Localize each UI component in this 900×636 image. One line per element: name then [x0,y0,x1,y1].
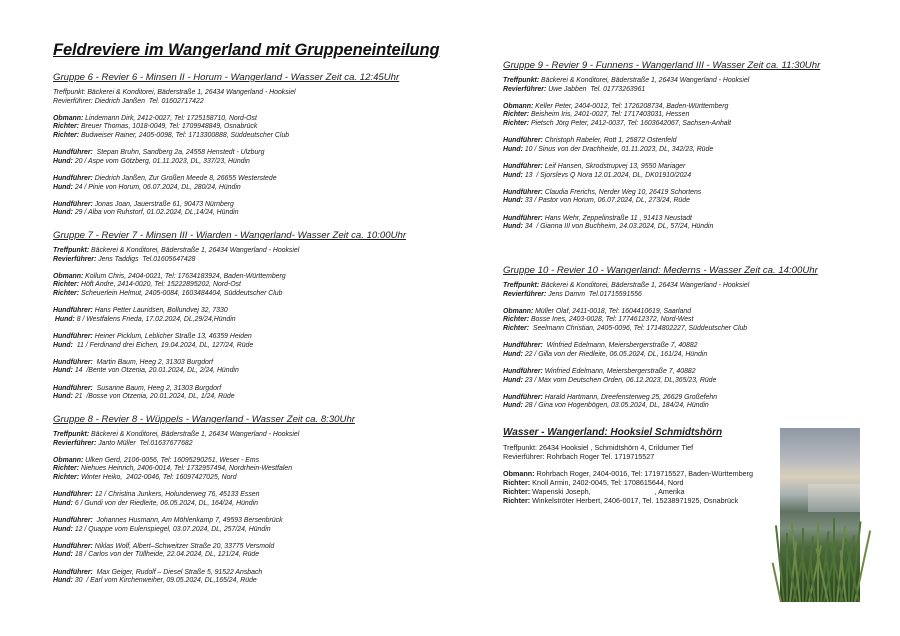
field-value: 28 / Gina von Hogenbögen, 03.05.2024, DL, 184/24, Hündin [522,402,709,410]
field-label: Hundführer: [53,568,93,576]
field-label: Hundführer: [53,332,93,340]
field-label: Hundführer: [53,307,93,315]
info-paragraph [53,89,473,106]
field-value: Lindemann Dirk, 2412-0027, Tel: 1725158710, Nord-Ost [83,114,257,122]
field-value: Bosse Ines, 2403-0028, Tel: 1774612372, Nord-West [529,316,694,324]
field-label: Hundführer: [53,200,93,208]
field-label: Hund: [53,183,73,191]
info-line [53,385,473,394]
field-value: 24 / Pinie von Horum, 06.07.2024, DL, 280/24, Hündin [72,183,241,191]
info-line [503,197,900,206]
field-value: Ulken Gerd, 2106-0056, Tel: 16095290251, Weser - Ems [83,456,260,464]
field-label: Richter: [503,496,531,506]
field-value: Susanne Baum, Heeg 2, 31303 Burgdorf [92,384,222,392]
field-value: Pietsch Jörg Peter, 2412-0037, Tel: 1603642067, Sachsen-Anhalt [529,119,732,127]
field-label: Richter: [53,281,80,289]
info-line [503,163,900,172]
field-value: Winfried Edelmann, Meiersbergerstraße 7, 40882 [542,342,698,350]
info-paragraph [53,247,473,264]
field-label: Obmann: [53,272,84,280]
info-line [53,256,473,265]
info-line [503,325,900,334]
info-line [53,247,473,256]
info-paragraph [503,163,900,180]
field-value: Johannes Husmann, Am Möhlenkamp 7, 49593 Bersenbrück [92,516,283,524]
field-label: Hundführer: [503,188,543,196]
info-paragraph [503,215,900,232]
field-value: Höft Andre, 2414-0020, Tel: 15222895202, Nord-Ost [79,281,241,289]
field-value: 8 / Westfalens Frieda, 17.02.2024, DL,29/24,Hündin [74,315,236,323]
info-line [53,209,473,218]
field-label: Hund: [53,393,73,401]
field-value: 34 / Gianna III von Buchheim, 24.03.2024, DL, 57/24, Hündin [522,223,714,231]
field-value: 11 / Ferdinand drei Eichen, 19.04.2024, DL, 127/24, Rüde [72,341,254,349]
field-label: Richter: [503,487,531,497]
info-line [503,342,900,351]
info-line [53,307,473,316]
info-paragraph [53,517,473,534]
info-line [53,290,473,299]
field-value: Scheuerlein Helmut, 2405-0084, 1603484404, Süddeutscher Club [79,289,283,297]
info-paragraph [53,431,473,448]
field-value: Niklas Wolf, Albert–Schweitzer Straße 20, 33775 Versmold [92,542,275,550]
field-label: Obmann: [503,307,534,315]
field-value: Winkelströter Herbert, 2406-0017, Tel. 15238971925, Osnabrück [530,496,739,506]
info-line [503,215,900,224]
field-label: Hundführer: [503,162,543,170]
field-value: Winfried Edelmann, Meiersbergerstraße 7, 40882 [542,367,696,375]
field-label: Hund: [53,367,73,375]
field-label: Richter: [503,324,530,332]
info-line [53,543,473,552]
info-line [503,77,900,86]
info-paragraph [53,115,473,141]
info-line [503,316,900,325]
info-line [53,184,473,193]
field-label: Hund: [503,350,523,358]
info-line [53,500,473,509]
info-line [53,158,473,167]
group-header: Gruppe 9 - Revier 9 - Funnens - Wangerland III - Wasser Zeit ca. 11:30Uhr [503,60,821,71]
field-label: Hund: [503,171,523,179]
field-value: Revierführer: Diedrich Janßen Tel. 01602717422 [53,97,204,105]
field-value: 13 / Sjorslevs Q Nora 12.01.2024, DL, DK01910/2024 [522,171,692,179]
field-value: Diedrich Janßen, Zur Großen Meede 8, 26655 Westerstede [92,174,277,182]
group-header: Gruppe 6 - Revier 6 - Minsen II - Horum - Wangerland - Wasser Zeit ca. 12:45Uhr [53,72,400,83]
field-value: Hans Petter Lauridsen, Bollundvej 32, 7330 [92,307,228,315]
field-value: Müller Olaf, 2411-0018, Tel: 1604410619, Saarland [533,307,692,315]
info-paragraph [53,457,473,483]
field-value: Leif Hansen, Skrodstrupvej 13, 9550 Mariager [542,162,686,170]
field-label: Obmann: [53,114,84,122]
field-label: Hundführer: [53,516,93,524]
field-label: Hundführer: [53,542,93,550]
field-value: Seelmann Christian, 2405-0096, Tel: 1714802227, Süddeutscher Club [529,324,748,332]
info-line [53,517,473,526]
info-paragraph [503,282,900,299]
info-line [53,551,473,560]
field-value: 10 / Sinus von der Drachheide, 01.11.2023, DL, 342/23, Rüde [522,145,714,153]
info-line [503,146,900,155]
info-line [503,111,900,120]
info-paragraph [53,543,473,560]
field-label: Richter: [503,119,530,127]
info-line [53,149,473,158]
field-label: Hund: [503,376,523,384]
info-line [503,103,900,112]
field-label: Hundführer: [503,367,543,375]
field-value: Revierführer: Rohrbach Roger Tel. 1719715527 [503,451,655,461]
field-value: 29 / Alba von Ruhstorf, 01.02.2024, DL,14/24, Hündin [72,209,239,217]
info-line [53,132,473,141]
field-label: Hundführer: [503,342,543,350]
info-line [53,333,473,342]
group-header: Wasser - Wangerland: Hooksiel Schmidtshörn [503,427,723,438]
field-value: 12 / Quappe vom Eulenspiegel, 03.07.2024, DL, 257/24, Hündin [72,525,271,533]
photo-reed [775,525,785,602]
group-6-section [53,72,473,227]
field-label: Hund: [53,499,73,507]
info-line [53,316,473,325]
field-label: Treffpunkt: [503,77,540,84]
info-line [503,368,900,377]
info-paragraph [503,368,900,385]
info-line [53,273,473,282]
field-label: Revierführer: [503,290,547,298]
field-value: Jonas Joan, Jauerstraße 61, 90473 Nürnberg [92,200,234,208]
field-label: Richter: [503,478,531,488]
info-line [53,457,473,466]
field-label: Hund: [53,577,73,585]
field-label: Hund: [53,525,73,533]
info-line [53,201,473,210]
info-paragraph [503,394,900,411]
field-value: Janto Müller Tel.01637677682 [96,439,193,447]
group-header: Gruppe 8 - Revier 8 - Wüppels - Wangerland - Wasser Zeit ca. 8:30Uhr [53,414,355,425]
field-value: Budweiser Rainer, 2405-0098, Tel: 1713300888, Süddeutscher Club [79,131,290,139]
landscape-photo [780,428,860,602]
field-label: Richter: [53,289,80,297]
field-value: Uwe Jabben Tel. 01773263961 [546,85,646,93]
info-paragraph [503,77,900,94]
info-paragraph [53,359,473,376]
info-line [503,308,900,317]
info-line [53,440,473,449]
info-line [53,175,473,184]
field-value: Treffpunkt: 26434 Hooksiel , Schmidtshörn 4, Crildumer Tief [503,443,694,452]
field-label: Hund: [503,145,523,153]
field-label: Hundführer: [53,149,93,157]
field-value: Max Geiger, Rudolf – Diesel Straße 5, 91522 Ansbach [92,568,263,576]
field-label: Obmann: [53,456,84,464]
info-line [53,465,473,474]
info-paragraph [503,308,900,334]
info-line [503,120,900,129]
field-value: Rohrbach Roger, 2404-0016, Tel: 1719715527, Baden-Württemberg [534,469,753,479]
info-paragraph [53,201,473,218]
field-value: 21 /Bosse von Otzenia, 20.01.2024, DL, 1/24, Rüde [72,393,235,401]
info-line [503,189,900,198]
info-line [503,351,900,360]
info-line [53,342,473,351]
field-value: Bäckerei & Konditorei, Bäderstraße 1, 26434 Wangerland - Hooksiel [89,431,300,438]
field-label: Hund: [53,341,73,349]
info-paragraph [503,189,900,206]
info-line [503,137,900,146]
info-paragraph [53,569,473,586]
field-label: Treffpunkt: [53,431,90,438]
field-label: Obmann: [503,469,535,479]
field-value: 23 / Max vom Deutschen Orden, 06.12.2023, DL,365/23, Rüde [522,376,717,384]
field-value: Bäckerei & Konditorei, Bäderstraße 1, 26434 Wangerland - Hooksiel [539,282,750,289]
field-label: Hund: [53,209,73,217]
field-label: Hundführer: [503,137,543,145]
info-line [503,394,900,403]
field-label: Revierführer: [53,439,97,447]
info-line [53,393,473,402]
field-label: Hund: [503,197,523,205]
info-line [53,577,473,586]
info-line [53,123,473,132]
info-line [503,291,900,300]
group-7-section [53,230,473,410]
field-label: Hund: [503,402,523,410]
field-value: 14 /Bente von Otzenia, 20.01.2024, DL, 2/24, Hündin [72,367,239,375]
info-line [53,431,473,440]
field-value: 6 / Gundi von der Riedleite, 06.05.2024, DL, 164/24, Hündin [72,499,258,507]
field-value: 22 / Gilla von der Riedleite, 06.05.2024, DL, 161/24, Hündin [522,350,708,358]
info-line [53,359,473,368]
field-value: 33 / Pastor von Horum, 06.07.2024, DL, 273/24, Rüde [522,197,690,205]
field-value: 30 / Earl vom Kirchenweiher, 09.05.2024, DL,165/24, Rüde [72,577,257,585]
field-label: Revierführer: [503,85,547,93]
field-label: Treffpunkt: [53,247,90,254]
field-value: Breuer Thomas, 1018-0049, Tel: 1709948849, Osnabrück [79,123,258,131]
field-label: Hundführer: [503,214,543,222]
field-value: Keller Peter, 2404-0012, Tel: 1726208734, Baden-Württemberg [533,102,729,110]
info-line [53,98,473,107]
info-paragraph [53,149,473,166]
field-value: Christoph Rabeler, Rott 1, 25872 Ostenfeld [542,137,677,145]
info-line [503,223,900,232]
info-line [503,282,900,291]
info-paragraph [503,103,900,129]
field-label: Hund: [53,315,75,323]
field-label: Richter: [503,111,530,119]
info-line [53,526,473,535]
info-line [53,89,473,98]
info-line [503,402,900,411]
info-paragraph [503,342,900,359]
info-line [53,367,473,376]
group-header: Gruppe 10 - Revier 10 - Wangerland: Mederns - Wasser Zeit ca. 14:00Uhr [503,265,818,276]
field-label: Revierführer: [53,255,97,263]
field-label: Richter: [53,473,80,481]
field-label: Hundführer: [53,384,93,392]
field-value: Heiner Picklum, Leblicher Straße 13, 46359 Heiden [92,332,252,340]
info-line [503,377,900,386]
info-line [53,569,473,578]
field-value: Stepan Bruhn, Sandberg 2a, 24558 Henstedt - Ulzburg [92,149,265,157]
field-value: Beisheim Iris, 2401-0027, Tel: 1717403031, Hessen [529,111,690,119]
field-value: Knoll Armin, 2402-0045, Tel: 1708615644, Nord [530,478,684,488]
info-paragraph [53,491,473,508]
field-value: Claudia Frerichs, Nerder Weg 10, 26419 Schortens [542,188,702,196]
field-label: Treffpunkt: [503,282,540,289]
info-line [503,86,900,95]
group-9-section [503,60,900,240]
field-value: Harald Hartmann, Dreefensterweg 25, 26629 Großefehn [542,393,718,401]
field-label: Hundführer: [503,393,543,401]
field-label: Hundführer: [53,358,93,366]
field-value: 20 / Aspe vom Götzberg, 01.11.2023, DL, 337/23, Hündin [72,157,250,165]
field-label: Hund: [503,223,523,231]
field-label: Richter: [53,131,80,139]
info-line [503,172,900,181]
group-8-section [53,414,473,594]
info-paragraph [53,333,473,350]
field-value: 18 / Carlos von der Tüllheide, 22.04.2024, DL, 121/24, Rüde [72,551,260,559]
page-title: Feldreviere im Wangerland mit Gruppeneinteilung [53,41,440,59]
field-value: Winter Heiko, 2402-0046, Tel: 16097427025, Nord [79,473,237,481]
info-paragraph [503,137,900,154]
field-label: Hundführer: [53,174,93,182]
info-paragraph [53,273,473,299]
photo-water [808,484,860,512]
field-value: Treffpunkt: Bäckerei & Konditorei, Bäderstraße 1, 26434 Wangerland - Hooksiel [53,89,296,96]
field-label: Hund: [53,551,73,559]
group-10-section [503,265,900,420]
field-value: Bäckerei & Konditorei, Bäderstraße 1, 26434 Wangerland - Hooksiel [89,247,300,254]
field-value: 12 / Christina Junkers, Holunderweg 76, 45133 Essen [92,491,260,499]
field-label: Richter: [503,316,530,324]
field-label: Richter: [53,465,80,473]
group-header: Gruppe 7 - Revier 7 - Minsen III - Wiarden - Wangerland- Wasser Zeit ca. 10:00Uhr [53,230,407,241]
info-line [53,474,473,483]
info-paragraph [53,307,473,324]
info-line [53,281,473,290]
info-line [53,115,473,124]
field-value: Jens Taddigs Tel.01605647428 [96,255,196,263]
info-paragraph [53,385,473,402]
field-value: Jens Damm Tel.01715591556 [546,290,642,298]
field-value: Hans Wehr, Zeppelinstraße 11 , 91413 Neustadt [542,214,692,222]
field-label: Obmann: [503,102,534,110]
field-label: Hund: [53,157,73,165]
field-value: Wapenski Joseph, , Amerika [530,487,685,497]
field-value: Martin Baum, Heeg 2, 31303 Burgdorf [92,358,214,366]
field-label: Richter: [53,123,80,131]
info-paragraph [53,175,473,192]
field-value: Niehues Heinrich, 2406-0014, Tel: 1732957494, Nordrhein-Westfalen [79,465,293,473]
field-label: Hundführer: [53,491,93,499]
info-line [53,491,473,500]
field-value: Bäckerei & Konditorei, Bäderstraße 1, 26434 Wangerland - Hooksiel [539,77,750,84]
field-value: Kollum Chris, 2404-0021, Tel: 17634183924, Baden-Württemberg [83,272,286,280]
